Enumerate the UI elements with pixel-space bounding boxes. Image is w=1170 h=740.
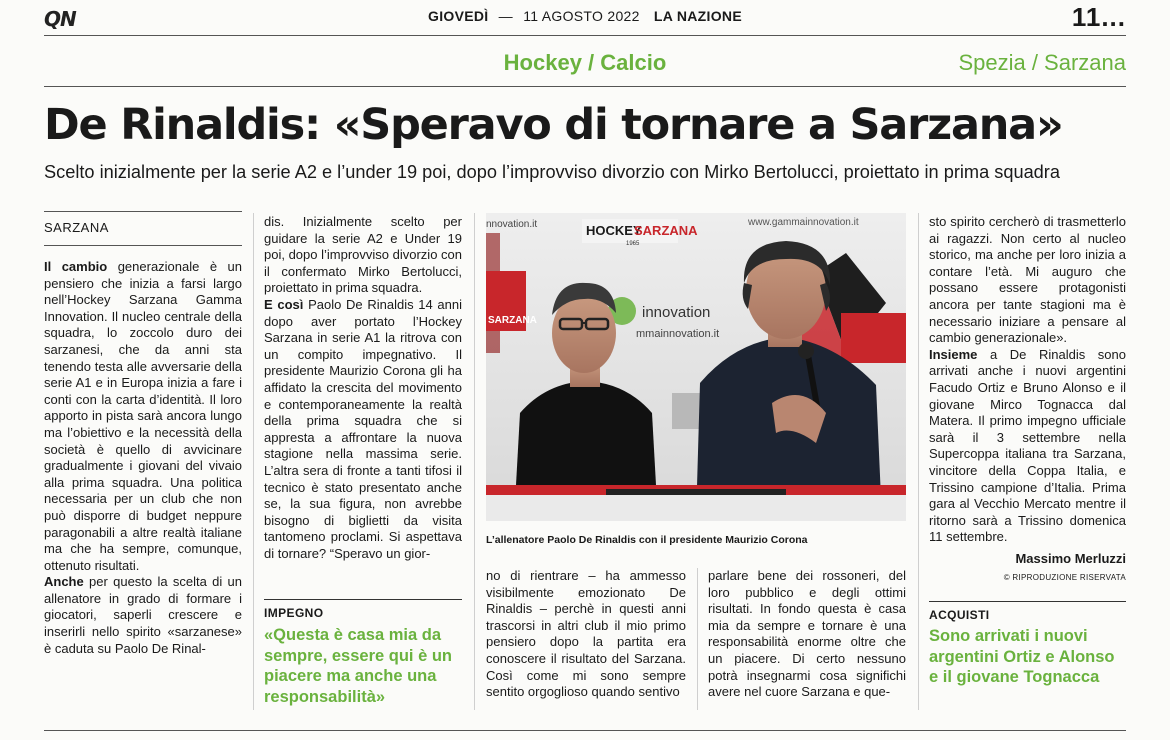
article-column-3 [486, 568, 686, 701]
header-rule [44, 35, 1126, 36]
column-divider [253, 213, 254, 710]
banner-side: SARZANA [488, 315, 537, 326]
lead-word: Anche [44, 574, 84, 590]
lead-word: Insieme [929, 346, 978, 362]
author-signature: Massimo Merluzzi [1015, 551, 1126, 566]
article-column-4 [708, 568, 906, 701]
photo-illustration [486, 213, 906, 521]
footer-rule [44, 730, 1126, 731]
paragraph-text: a De Rinaldis sono arrivati anche i nuovi argentini Facudo Ortiz e Bruno Alonso e il giovane Mirco Tognacca dal Matera. Il primo impegno ufficiale sarà il 3 settembre nella Supercoppa italiana tra Sarzana, vincitore della Coppa Italia, e Trissino campione d’Italia. Prima gara al Vecchio Mercato mentre il ritorno sarà a Trissino domenica 11 settembre. [929, 346, 1126, 545]
article-column-2 [264, 214, 462, 562]
copyright-notice: © RIPRODUZIONE RISERVATA [1003, 573, 1126, 582]
impegno-tag: IMPEGNO [264, 606, 324, 620]
acquisti-tag: ACQUISTI [929, 608, 990, 622]
dateline: SARZANA [44, 220, 109, 235]
paragraph-text: dis. Inizialmente scelto per guidare la serie A2 e Under 19 poi, dopo l’improvviso divorzio con il confermato Mirko Bertolucci, proiettato in prima squadra. [264, 214, 462, 296]
acquisti-rule [929, 601, 1126, 602]
impegno-rule [264, 599, 462, 600]
column-divider [918, 213, 919, 710]
banner-brand-b: SARZANA [634, 223, 698, 238]
banner-url-right: www.gammainnovation.it [748, 217, 859, 228]
masthead-paper: LA NAZIONE [653, 8, 742, 24]
banner-innovation: innovation [642, 304, 711, 321]
sidebar-title: Sono arrivati i nuovi argentini Ortiz e Alonso e il giovane Tognacca [929, 627, 1115, 686]
paragraph-text: generazionale è un pensiero che inizia a farsi largo nell’Hockey Sarzana Gamma Innovation. Il nucleo centrale della squadra, lo zoccolo duro dei sarzanesi, che da anni sta tenendo testa alle avversarie della serie A1 e in Europa inizia a fare i conti con la carta d’identità. Il loro apporto in pista sarà ancora lungo ma l’obiettivo e la necessità della società è quello di avvicinare gradualmente i giovani del vivaio alla prima squadra. Una politica necessaria per un club che non può disporre di budget neppure paragonabili a altre realtà italiane ma che ha sempre, comunque, ottenuto risultati. [44, 259, 242, 573]
masthead-date: 11 AGOSTO 2022 [523, 8, 640, 24]
section-title: Hockey / Calcio [503, 50, 667, 75]
dateline-rule-bottom [44, 245, 242, 246]
article-photo [486, 213, 906, 521]
newspaper-logo: QN [44, 7, 76, 31]
masthead-day: GIOVEDÌ [428, 8, 489, 24]
page-number: 11... [1071, 2, 1126, 32]
paragraph-text: Paolo De Rinaldis 14 anni dopo aver portato l’Hockey Sarzana in serie A1 la ritrova con un compito impegnativo. Il presidente Maurizio Corona gli ha affidato la crescita del movimento e contemporaneamente la realtà della prima squadra che si appresta a affrontare la nuova stagione nella massima serie. L’altra sera di fronte a tanti tifosi il tecnico è stato presentato anche se, la sua figura, non avrebbe bisogno di biglietti da visita tantomeno proclami. Si aspettava di tornare? “Speravo un gior- [264, 296, 463, 561]
dateline-rule-top [44, 211, 242, 212]
section-rule [44, 86, 1126, 87]
headline: De Rinaldis: «Speravo di tornare a Sarzana» [44, 100, 1063, 150]
article-column-5 [929, 214, 1126, 546]
paragraph-text: no di rientrare – ha ammesso visibilmente emozionato De Rinaldis – perchè in questi anni trascorsi in altri club il mio primo pensiero dopo la partita era conoscere il risultato del Sarzana. Così come mi sono sempre sentito orgoglioso quando sentivo [486, 568, 686, 700]
photo-caption: L’allenatore Paolo De Rinaldis con il presidente Maurizio Corona [486, 534, 808, 546]
paragraph-text: per questo la scelta di un allenatore in grado di formare i giocatori, saperli crescere e inserirli nello spirito «sarzanese» è caduta su Paolo De Rinal- [44, 574, 242, 656]
pull-quote: «Questa è casa mia da sempre, essere qui è un piacere ma anche una responsabilità» [264, 626, 453, 706]
paragraph-text: parlare bene dei rossoneri, del loro pubblico e degli ottimi risultati. In fondo questa è casa mia da sempre e tornare è una responsabilità enorme oltre che un piacere. Di certo nessuno potrà insegnarmi cosa significhi avere nel cuore Sarzana e que- [708, 568, 906, 700]
column-divider [697, 568, 698, 710]
banner-url-mid: mmainnovation.it [636, 328, 720, 340]
paragraph-text: sto spirito cercherò di trasmetterlo ai ragazzi. Non certo al nucleo storico, ma anche per loro inizia a contare l’età. Mi auguro che possano essere protagonisti ancora per tante stagioni ma è necessario iniziare a pensare al cambio generazionale». [929, 214, 1126, 346]
banner-brand-a: HOCKEY [586, 223, 642, 238]
lead-word: E così [264, 296, 304, 312]
masthead-dateline [0, 8, 1170, 24]
subheadline: Scelto inizialmente per la serie A2 e l’under 19 poi, dopo l’improvviso divorzio con Mirko Bertolucci, proiettato in prima squadra [44, 162, 1060, 182]
article-column-1 [44, 259, 242, 657]
banner-url-left: nnovation.it [486, 219, 538, 230]
section-location: Spezia / Sarzana [958, 50, 1126, 75]
masthead-separator: — [498, 8, 513, 24]
column-divider [474, 213, 475, 710]
lead-word: Il cambio [44, 259, 108, 274]
banner-year: 1965 [626, 241, 640, 247]
